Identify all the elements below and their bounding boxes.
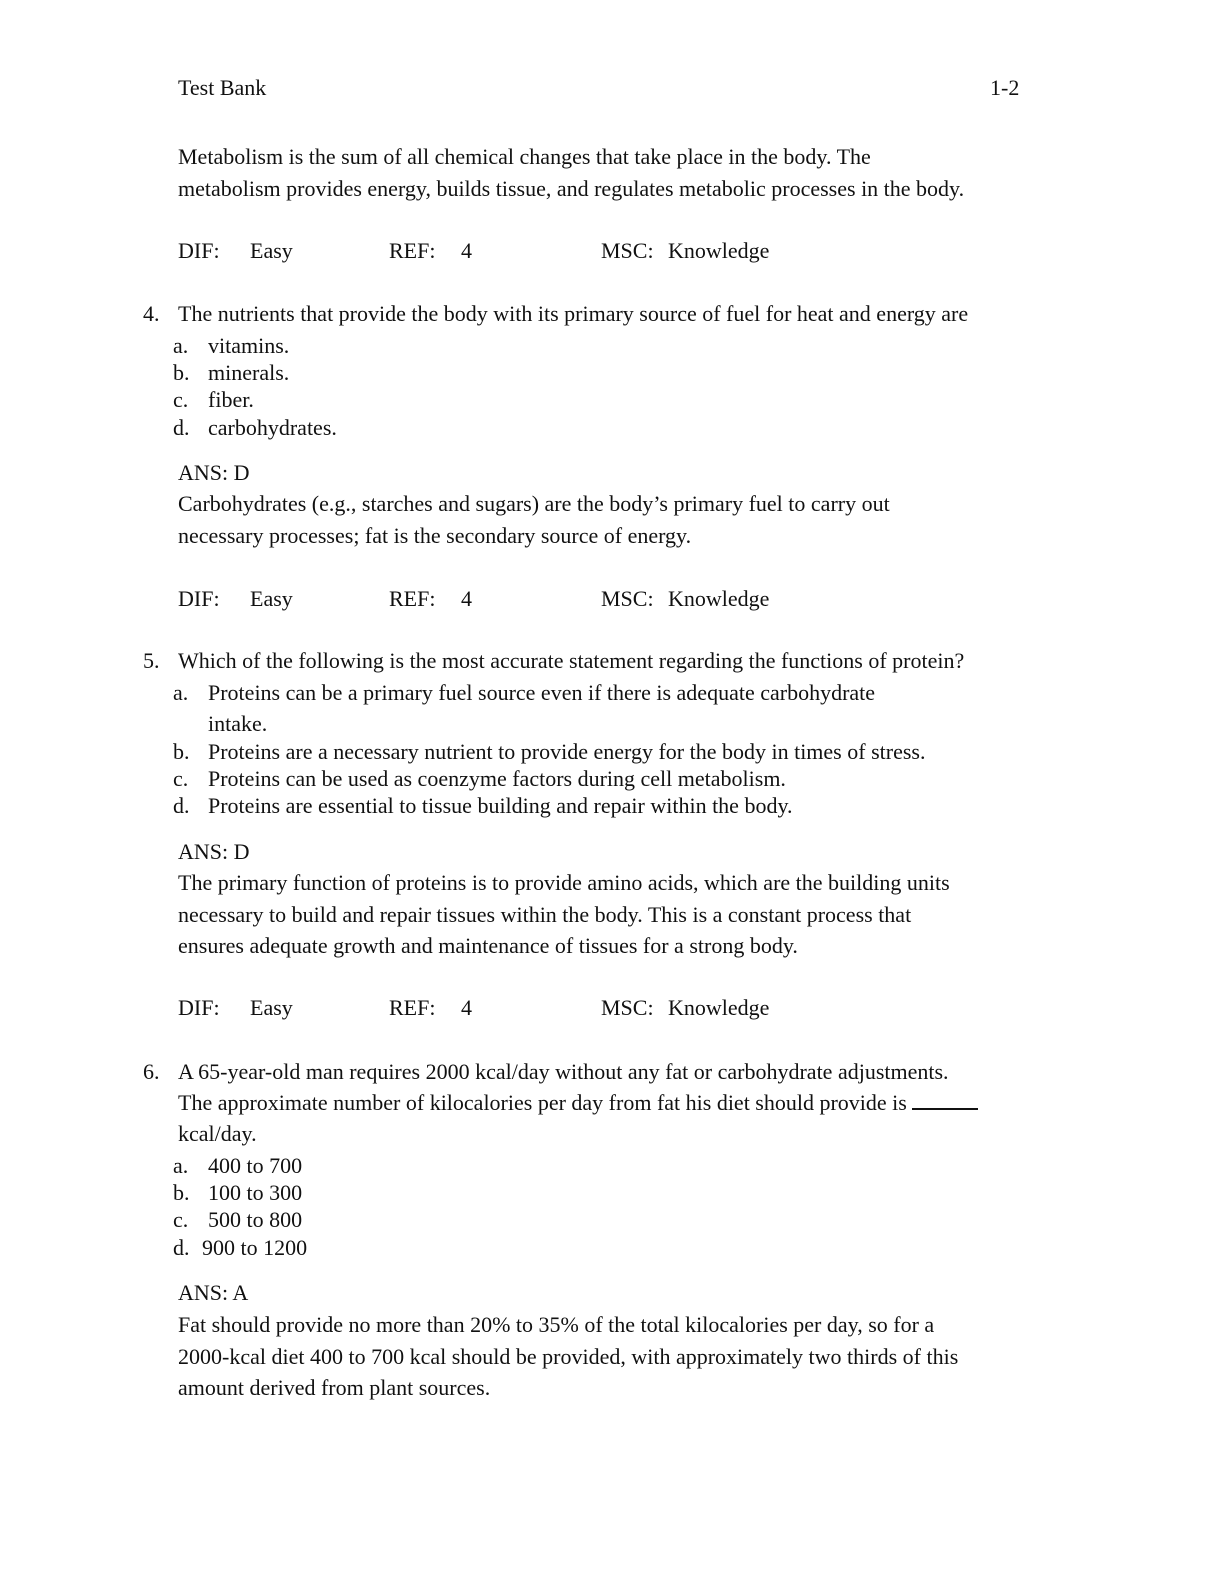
- stem-text: The approximate number of kilocalories per day from fat his diet should provide is: [178, 1090, 907, 1115]
- ref-value: 4: [461, 586, 472, 611]
- dif-value: Easy: [250, 995, 293, 1020]
- dif-label: DIF:: [178, 995, 220, 1020]
- option-text: Proteins are a necessary nutrient to provide energy for the body in times of stress.: [208, 739, 926, 764]
- option-text: vitamins.: [208, 333, 290, 358]
- question-stem-line-3: kcal/day.: [178, 1121, 257, 1146]
- page-number: 1-2: [990, 75, 1020, 100]
- rationale-line: 2000-kcal diet 400 to 700 kcal should be provided, with approximately two thirds of this: [178, 1343, 959, 1369]
- rationale-line: Metabolism is the sum of all chemical changes that take place in the body. The: [178, 144, 871, 169]
- ref-label: REF:: [389, 238, 436, 263]
- option-letter: a.: [173, 333, 189, 358]
- option-letter: b.: [173, 1180, 190, 1205]
- question-stem-line-2: [178, 1087, 978, 1118]
- option-letter: b.: [173, 360, 190, 385]
- option-letter: a.: [173, 1153, 189, 1178]
- answer-key: ANS: D: [178, 460, 250, 485]
- ref-label: REF:: [389, 995, 436, 1020]
- rationale-line: necessary to build and repair tissues within the body. This is a constant process that: [178, 901, 912, 927]
- rationale-line: The primary function of proteins is to provide amino acids, which are the building units: [178, 870, 950, 895]
- question-stem: Which of the following is the most accurate statement regarding the functions of protein?: [178, 648, 965, 673]
- rationale-line: amount derived from plant sources.: [178, 1375, 491, 1400]
- dif-value: Easy: [250, 586, 293, 611]
- rationale: [178, 867, 1058, 962]
- option-letter: d.: [173, 1235, 190, 1260]
- answer-blank: [912, 1090, 978, 1110]
- ref-value: 4: [461, 995, 472, 1020]
- question-number: 4.: [143, 301, 160, 326]
- header-title: Test Bank: [178, 75, 267, 100]
- dif-label: DIF:: [178, 238, 220, 263]
- rationale-line: ensures adequate growth and maintenance of tissues for a strong body.: [178, 933, 798, 958]
- option-text: Proteins can be a primary fuel source even if there is adequate carbohydrate: [208, 680, 876, 705]
- option-letter: b.: [173, 739, 190, 764]
- msc-label: MSC:: [601, 995, 654, 1020]
- option-text: 400 to 700: [208, 1153, 303, 1178]
- option-letter: c.: [173, 1207, 189, 1232]
- rationale-line: necessary processes; fat is the secondary source of energy.: [178, 522, 692, 548]
- option-letter: d.: [173, 415, 190, 440]
- option-text: Proteins can be used as coenzyme factors during cell metabolism.: [208, 766, 786, 791]
- answer-key: ANS: A: [178, 1280, 249, 1305]
- option-letter: d.: [173, 793, 190, 818]
- dif-label: DIF:: [178, 586, 220, 611]
- q3-rationale: [178, 141, 1058, 204]
- rationale-line: metabolism provides energy, builds tissue, and regulates metabolic processes in the body.: [178, 175, 965, 201]
- option-text: 500 to 800: [208, 1207, 303, 1232]
- msc-value: Knowledge: [668, 586, 770, 611]
- msc-value: Knowledge: [668, 995, 770, 1020]
- msc-value: Knowledge: [668, 238, 770, 263]
- question-stem: The nutrients that provide the body with its primary source of fuel for heat and energy are: [178, 301, 969, 326]
- rationale: [178, 1309, 1058, 1404]
- answer-key: ANS: D: [178, 839, 250, 864]
- question-stem: A 65-year-old man requires 2000 kcal/day without any fat or carbohydrate adjustments.: [178, 1059, 949, 1084]
- rationale-line: Fat should provide no more than 20% to 35% of the total kilocalories per day, so for a: [178, 1312, 935, 1337]
- option-letter: c.: [173, 766, 189, 791]
- msc-label: MSC:: [601, 586, 654, 611]
- ref-label: REF:: [389, 586, 436, 611]
- dif-value: Easy: [250, 238, 293, 263]
- option-text: Proteins are essential to tissue building and repair within the body.: [208, 793, 793, 818]
- question-number: 6.: [143, 1059, 160, 1084]
- question-number: 5.: [143, 648, 160, 673]
- option-text: fiber.: [208, 387, 254, 412]
- option-text: carbohydrates.: [208, 415, 337, 440]
- option-letter: c.: [173, 387, 189, 412]
- option-text: 100 to 300: [208, 1180, 303, 1205]
- option-text: minerals.: [208, 360, 290, 385]
- ref-value: 4: [461, 238, 472, 263]
- option-letter: a.: [173, 680, 189, 705]
- msc-label: MSC:: [601, 238, 654, 263]
- option-text-continued: intake.: [208, 711, 268, 736]
- rationale-line: Carbohydrates (e.g., starches and sugars) are the body’s primary fuel to carry out: [178, 491, 890, 516]
- rationale: [178, 488, 1058, 551]
- option-text: 900 to 1200: [202, 1235, 308, 1260]
